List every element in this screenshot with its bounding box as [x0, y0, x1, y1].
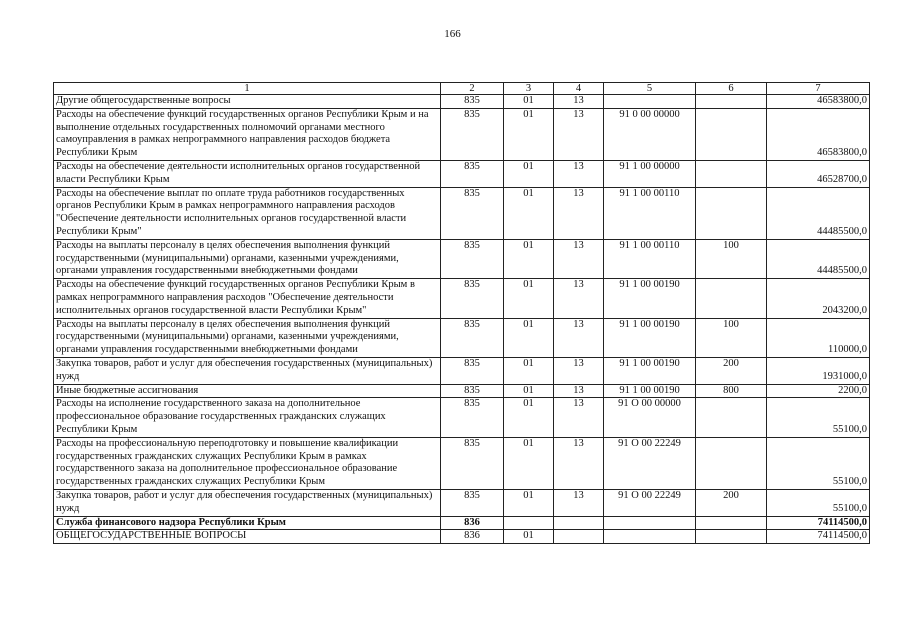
amount-cell: 46583800,0	[767, 95, 870, 109]
section-cell: 01	[504, 187, 554, 239]
table-row	[54, 398, 870, 437]
amount-cell: 74114500,0	[767, 516, 870, 530]
target-article-cell: 91 О 00 00000	[604, 398, 696, 437]
admin-code-cell: 835	[441, 95, 504, 109]
subsection-cell: 13	[554, 384, 604, 398]
subsection-cell: 13	[554, 108, 604, 160]
budget-table	[53, 82, 870, 544]
expense-type-cell: 200	[696, 489, 767, 516]
target-article-cell: 91 0 00 00000	[604, 108, 696, 160]
subsection-cell: 13	[554, 279, 604, 318]
table-row	[54, 384, 870, 398]
table-row	[54, 437, 870, 489]
expense-type-cell: 800	[696, 384, 767, 398]
row-name-cell: Расходы на обеспечение деятельности исполнительных органов государственной власти Республики Крым	[54, 160, 441, 187]
table-row	[54, 108, 870, 160]
amount-cell: 55100,0	[767, 489, 870, 516]
section-cell: 01	[504, 530, 554, 544]
target-article-cell: 91 О 00 22249	[604, 489, 696, 516]
section-cell: 01	[504, 160, 554, 187]
amount-cell: 46528700,0	[767, 160, 870, 187]
table-row	[54, 160, 870, 187]
amount-cell: 2043200,0	[767, 279, 870, 318]
section-cell: 01	[504, 398, 554, 437]
row-name-cell: Расходы на выплаты персоналу в целях обеспечения выполнения функций государственными (муниципальными) органами, казенными учреждениями, органами управления государственными внебюджетными фондами	[54, 318, 441, 357]
section-cell: 01	[504, 108, 554, 160]
admin-code-cell: 835	[441, 239, 504, 278]
expense-type-cell	[696, 160, 767, 187]
target-article-cell	[604, 516, 696, 530]
table-row	[54, 530, 870, 544]
table-row	[54, 187, 870, 239]
table-row	[54, 95, 870, 109]
target-article-cell: 91 1 00 00190	[604, 318, 696, 357]
section-cell: 01	[504, 384, 554, 398]
expense-type-cell	[696, 279, 767, 318]
amount-cell: 55100,0	[767, 437, 870, 489]
admin-code-cell: 835	[441, 384, 504, 398]
header-cell: 4	[554, 83, 604, 95]
section-cell: 01	[504, 95, 554, 109]
expense-type-cell	[696, 108, 767, 160]
admin-code-cell: 835	[441, 279, 504, 318]
row-name-cell: Расходы на выплаты персоналу в целях обеспечения выполнения функций государственными (муниципальными) органами, казенными учреждениями, органами управления государственными внебюджетными фондами	[54, 239, 441, 278]
subsection-cell: 13	[554, 357, 604, 384]
row-name-cell: Расходы на исполнение государственного заказа на дополнительное профессиональное образование государственных гражданских служащих Республики Крым	[54, 398, 441, 437]
header-cell: 7	[767, 83, 870, 95]
subsection-cell: 13	[554, 160, 604, 187]
amount-cell: 55100,0	[767, 398, 870, 437]
admin-code-cell: 836	[441, 516, 504, 530]
admin-code-cell: 835	[441, 108, 504, 160]
section-cell	[504, 516, 554, 530]
row-name-cell: Расходы на профессиональную переподготовку и повышение квалификации государственных гражданских служащих Республики Крым в рамках государственного заказа на дополнительное профессиональное образование государственных гражданских служащих Республики Крым	[54, 437, 441, 489]
section-cell: 01	[504, 437, 554, 489]
subsection-cell	[554, 530, 604, 544]
admin-code-cell: 835	[441, 437, 504, 489]
amount-cell: 74114500,0	[767, 530, 870, 544]
header-cell: 5	[604, 83, 696, 95]
expense-type-cell: 100	[696, 239, 767, 278]
admin-code-cell: 835	[441, 357, 504, 384]
target-article-cell: 91 1 00 00190	[604, 357, 696, 384]
expense-type-cell	[696, 187, 767, 239]
expense-type-cell	[696, 516, 767, 530]
subsection-cell: 13	[554, 318, 604, 357]
target-article-cell: 91 1 00 00110	[604, 239, 696, 278]
admin-code-cell: 835	[441, 489, 504, 516]
target-article-cell: 91 1 00 00110	[604, 187, 696, 239]
row-name-cell: Служба финансового надзора Республики Крым	[54, 516, 441, 530]
table-row	[54, 279, 870, 318]
admin-code-cell: 835	[441, 318, 504, 357]
target-article-cell	[604, 530, 696, 544]
amount-cell: 44485500,0	[767, 239, 870, 278]
row-name-cell: Расходы на обеспечение функций государственных органов Республики Крым и на выполнение отдельных государственных полномочий органами местного самоуправления в рамках непрограммного направления расходов бюджета Республики Крым	[54, 108, 441, 160]
section-cell: 01	[504, 239, 554, 278]
expense-type-cell: 200	[696, 357, 767, 384]
amount-cell: 1931000,0	[767, 357, 870, 384]
row-name-cell: Закупка товаров, работ и услуг для обеспечения государственных (муниципальных) нужд	[54, 489, 441, 516]
admin-code-cell: 836	[441, 530, 504, 544]
section-cell: 01	[504, 489, 554, 516]
row-name-cell: Расходы на обеспечение выплат по оплате труда работников государственных органов Республики Крым в рамках непрограммного направления расходов "Обеспечение деятельности исполнительных органов государственной власти Республики Крым"	[54, 187, 441, 239]
expense-type-cell	[696, 398, 767, 437]
header-cell: 6	[696, 83, 767, 95]
subsection-cell: 13	[554, 437, 604, 489]
subsection-cell	[554, 516, 604, 530]
admin-code-cell: 835	[441, 398, 504, 437]
subsection-cell: 13	[554, 187, 604, 239]
header-cell: 1	[54, 83, 441, 95]
section-cell: 01	[504, 318, 554, 357]
table-row	[54, 357, 870, 384]
admin-code-cell: 835	[441, 160, 504, 187]
section-cell: 01	[504, 279, 554, 318]
table-row	[54, 318, 870, 357]
header-cell: 2	[441, 83, 504, 95]
row-name-cell: Иные бюджетные ассигнования	[54, 384, 441, 398]
table-row	[54, 239, 870, 278]
header-row	[54, 83, 870, 95]
expense-type-cell: 100	[696, 318, 767, 357]
subsection-cell: 13	[554, 239, 604, 278]
subsection-cell: 13	[554, 398, 604, 437]
row-name-cell: Другие общегосударственные вопросы	[54, 95, 441, 109]
amount-cell: 110000,0	[767, 318, 870, 357]
target-article-cell: 91 1 00 00000	[604, 160, 696, 187]
target-article-cell: 91 1 00 00190	[604, 279, 696, 318]
table-row	[54, 489, 870, 516]
admin-code-cell: 835	[441, 187, 504, 239]
amount-cell: 2200,0	[767, 384, 870, 398]
amount-cell: 44485500,0	[767, 187, 870, 239]
expense-type-cell	[696, 437, 767, 489]
section-cell: 01	[504, 357, 554, 384]
header-cell: 3	[504, 83, 554, 95]
target-article-cell	[604, 95, 696, 109]
expense-type-cell	[696, 530, 767, 544]
target-article-cell: 91 О 00 22249	[604, 437, 696, 489]
subsection-cell: 13	[554, 489, 604, 516]
amount-cell: 46583800,0	[767, 108, 870, 160]
subsection-cell: 13	[554, 95, 604, 109]
expense-type-cell	[696, 95, 767, 109]
page-number: 166	[444, 28, 461, 40]
row-name-cell: Закупка товаров, работ и услуг для обеспечения государственных (муниципальных) нужд	[54, 357, 441, 384]
target-article-cell: 91 1 00 00190	[604, 384, 696, 398]
row-name-cell: ОБЩЕГОСУДАРСТВЕННЫЕ ВОПРОСЫ	[54, 530, 441, 544]
row-name-cell: Расходы на обеспечение функций государственных органов Республики Крым в рамках непрограммного направления расходов "Обеспечение деятельности исполнительных органов государственной власти Республики Крым"	[54, 279, 441, 318]
table-row	[54, 516, 870, 530]
